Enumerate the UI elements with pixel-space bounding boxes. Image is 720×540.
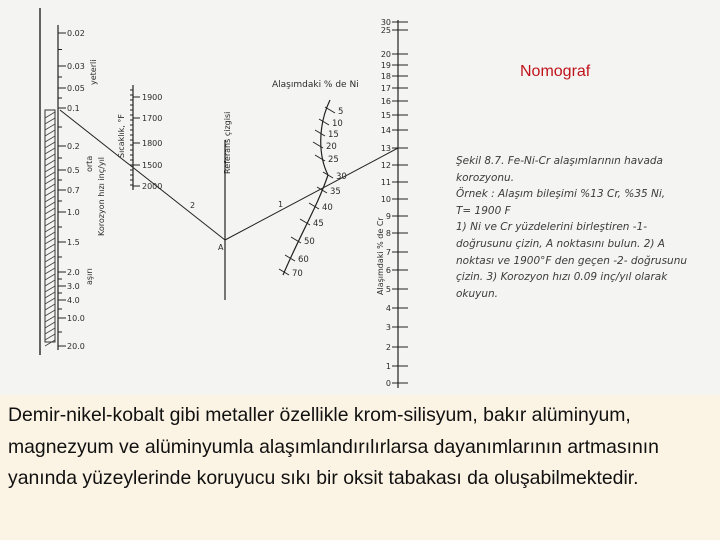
corrosion-rate-tick-label: 2.0 [67,268,80,277]
cr-tick-label: 25 [380,26,391,35]
sufficient-label: yeterli [89,59,98,85]
point-a-label: A [218,243,224,252]
cr-label: Alaşımdaki % de Cr [376,217,385,295]
ni-tick-label: 60 [298,255,309,265]
cr-tick-label: 5 [385,285,391,294]
hatch-stroke [45,274,55,280]
hatch-stroke [45,244,55,250]
caption-line: doğrusunu çizin, A noktasını bulun. 2) A [456,237,665,250]
hatch-stroke [45,208,55,214]
ni-tick-label: 25 [328,155,339,165]
hatch-stroke [45,130,55,136]
corrosion-rate-tick-label: 1.0 [67,208,80,217]
excessive-label: aşırı [85,268,94,285]
cr-tick-label: 2 [385,343,391,352]
cr-tick-label: 19 [380,61,391,70]
corrosion-rate-tick-label: 0.02 [67,29,85,38]
hatch-stroke [45,190,55,196]
hatch-stroke [45,262,55,268]
cr-tick-label: 14 [380,126,391,135]
hatch-stroke [45,184,55,190]
hatch-stroke [45,310,55,316]
line-1-label: 1 [278,200,284,209]
temperature-tick-label: 1500 [142,161,163,170]
ni-tick-label: 45 [313,219,324,229]
ni-tick [323,172,333,178]
construction-line-2 [60,110,225,240]
hatch-stroke [45,304,55,310]
hatch-stroke [45,118,55,124]
ni-tick-label: 40 [322,203,333,213]
hatch-stroke [45,154,55,160]
figure-caption [456,153,714,302]
cr-tick-label: 20 [380,50,391,59]
hatch-stroke [45,124,55,130]
hatch-stroke [45,226,55,232]
ni-tick-label: 15 [328,130,339,140]
cr-tick-label: 3 [385,323,391,332]
cr-tick-label: 6 [385,266,391,275]
ni-tick [315,130,325,136]
ni-label: Alaşımdaki % de Ni [272,80,359,90]
ni-tick-label: 70 [292,269,303,279]
caption-line: çizin. 3) Korozyon hızı 0.09 inç/yıl olarak [456,271,668,284]
hatch-stroke [45,286,55,292]
cr-tick-label: 17 [380,84,391,93]
caption-line: noktası ve 1900°F den geçen -2- doğrusunu [456,254,688,267]
corrosion-rate-tick-label: 0.2 [67,142,80,151]
hatch-stroke [45,214,55,220]
ni-curve [283,100,330,275]
corrosion-rate-label: Korozyon hızı inç/yıl [97,156,106,236]
hatch-stroke [45,334,55,340]
caption-line: 1) Ni ve Cr yüzdelerini birleştiren -1- [456,221,648,234]
temperature-label: Sıcaklık, °F [117,114,126,158]
hatch-stroke [45,322,55,328]
hatch-stroke [45,340,55,346]
hatch-stroke [45,256,55,262]
hatch-stroke [45,268,55,274]
caption-line: Şekil 8.7. Fe-Ni-Cr alaşımlarının havada [456,155,663,167]
cr-tick-label: 10 [380,195,391,204]
cr-tick-label: 0 [385,379,391,388]
cr-tick-label: 11 [380,178,391,187]
hatch-stroke [45,238,55,244]
hatch-stroke [45,250,55,256]
hatch-stroke [45,160,55,166]
ni-tick-label: 10 [332,119,343,129]
body-paragraph: Demir-nikel-kobalt gibi metaller özellikle krom-silisyum, bakır alüminyum, magnezyum ve alüminyumla alaşımlandırılırlarsa dayanımlarının artmasının yanında yüzeylerinde koruyucu sıkı bir oksit tabakası da oluşabilmektedir. [8,404,659,489]
hatch-stroke [45,148,55,154]
temperature-tick-label: 1900 [142,93,163,102]
hatch-stroke [45,292,55,298]
hatch-stroke [45,328,55,334]
medium-label: orta [85,155,94,172]
cr-tick-label: 4 [385,304,391,313]
hatch-stroke [45,232,55,238]
corrosion-rate-tick-label: 4.0 [67,296,80,305]
hatch-stroke [45,220,55,226]
ni-tick [319,119,329,125]
cr-tick-label: 12 [380,161,391,170]
hatch-stroke [45,298,55,304]
caption-line: okuyun. [456,287,499,300]
caption-line: korozyonu. [456,171,515,184]
hatch-stroke [45,136,55,142]
corrosion-rate-tick-label: 0.1 [67,104,80,113]
ni-tick [313,142,323,148]
hatch-stroke [45,142,55,148]
slide-title: Nomograf [520,63,591,80]
hatch-stroke [45,196,55,202]
hatch-stroke [45,202,55,208]
ni-tick [315,155,325,161]
caption-line: T= 1900 F [456,204,511,217]
construction-line-1 [225,148,398,240]
caption-line: Örnek : Alaşım bileşimi %13 Cr, %35 Ni, [456,188,666,201]
hatch-stroke [45,316,55,322]
hatch-stroke [45,166,55,172]
ni-tick-label: 35 [330,187,341,197]
cr-tick-label: 16 [380,97,391,106]
cr-tick-label: 30 [380,18,391,27]
hatch-stroke [45,178,55,184]
ni-tick-label: 5 [338,107,344,117]
cr-tick-label: 15 [380,111,391,120]
cr-tick-label: 18 [380,72,391,81]
corrosion-rate-tick-label: 0.05 [67,84,85,93]
corrosion-rate-tick-label: 1.5 [67,238,80,247]
reference-label: Referans çizgisi [223,111,232,174]
cr-tick-label: 9 [385,212,391,221]
cr-tick-label: 13 [380,144,391,153]
ni-tick-label: 50 [304,237,315,247]
hatch-stroke [45,280,55,286]
corrosion-rate-tick-label: 3.0 [67,282,80,291]
cr-tick-label: 8 [385,229,391,238]
temperature-tick-label: 1800 [142,139,163,148]
line-2-label: 2 [190,201,196,210]
corrosion-rate-tick-label: 0.03 [67,62,85,71]
temperature-tick-label: 1700 [142,114,163,123]
ni-tick-label: 20 [326,142,337,152]
temperature-tick-label: 2000 [142,182,163,191]
corrosion-rate-tick-label: 0.5 [67,166,80,175]
hatch-stroke [45,112,55,118]
cr-tick-label: 7 [385,248,391,257]
hatch-stroke [45,172,55,178]
corrosion-rate-tick-label: 10.0 [67,314,85,323]
corrosion-rate-tick-label: 20.0 [67,342,85,351]
ni-tick-label: 30 [336,172,347,182]
corrosion-rate-tick-label: 0.7 [67,186,80,195]
cr-tick-label: 1 [385,362,391,371]
